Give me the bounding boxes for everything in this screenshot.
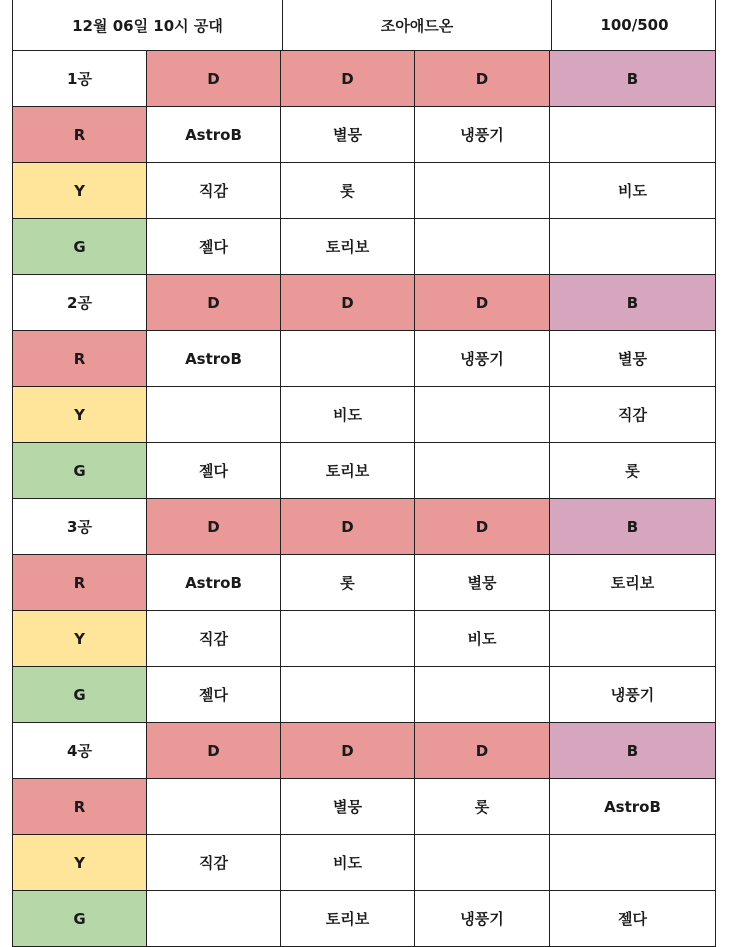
member-cell[interactable]: 직감	[147, 835, 281, 891]
group-label-cell[interactable]: Y	[12, 835, 147, 891]
group-label-cell[interactable]: G	[12, 891, 147, 947]
table-row	[12, 443, 716, 499]
member-cell[interactable]: 젤다	[147, 443, 281, 499]
spreadsheet	[12, 0, 716, 942]
member-cell[interactable]	[281, 667, 415, 723]
header-team: 조아애드온	[380, 16, 454, 35]
role-cell[interactable]: D	[415, 51, 550, 107]
member-cell[interactable]: 젤다	[147, 667, 281, 723]
table-row	[12, 331, 716, 387]
member-cell[interactable]: 토리보	[281, 219, 415, 275]
header-team-cell[interactable]	[282, 0, 551, 50]
role-cell[interactable]: B	[550, 499, 716, 555]
role-cell[interactable]: B	[550, 275, 716, 331]
member-cell[interactable]: 직감	[147, 163, 281, 219]
member-cell[interactable]	[415, 443, 550, 499]
member-cell[interactable]	[281, 331, 415, 387]
member-cell[interactable]: 냉풍기	[415, 107, 550, 163]
member-cell[interactable]: 젤다	[147, 219, 281, 275]
role-cell[interactable]: D	[415, 723, 550, 779]
header-date-cell[interactable]	[13, 0, 282, 50]
party-header-row	[12, 499, 716, 555]
table-row	[12, 387, 716, 443]
member-cell[interactable]: 비도	[550, 163, 716, 219]
table-row	[12, 219, 716, 275]
member-cell[interactable]	[147, 387, 281, 443]
member-cell[interactable]	[147, 891, 281, 947]
member-cell[interactable]: 젤다	[550, 891, 716, 947]
member-cell[interactable]	[550, 107, 716, 163]
group-label-cell[interactable]: R	[12, 107, 147, 163]
member-cell[interactable]: AstroB	[147, 107, 281, 163]
member-cell[interactable]: 별뭉	[550, 331, 716, 387]
member-cell[interactable]: AstroB	[147, 555, 281, 611]
group-label-cell[interactable]: Y	[12, 387, 147, 443]
party-label-cell[interactable]: 1공	[12, 51, 147, 107]
role-cell[interactable]: D	[281, 723, 415, 779]
role-cell[interactable]: D	[147, 499, 281, 555]
member-cell[interactable]: 롯	[281, 163, 415, 219]
party-label-cell[interactable]: 4공	[12, 723, 147, 779]
member-cell[interactable]: 별뭉	[281, 107, 415, 163]
member-cell[interactable]: 비도	[415, 611, 550, 667]
member-cell[interactable]: AstroB	[550, 779, 716, 835]
header-count: 100/500	[600, 16, 669, 34]
member-cell[interactable]: 롯	[415, 779, 550, 835]
party-header-row	[12, 723, 716, 779]
table-row	[12, 107, 716, 163]
group-label-cell[interactable]: R	[12, 331, 147, 387]
member-cell[interactable]	[281, 611, 415, 667]
table-row	[12, 667, 716, 723]
table-row	[12, 891, 716, 947]
role-cell[interactable]: D	[415, 499, 550, 555]
member-cell[interactable]: 냉풍기	[415, 891, 550, 947]
header-count-cell[interactable]	[551, 0, 717, 50]
role-cell[interactable]: B	[550, 723, 716, 779]
member-cell[interactable]: 비도	[281, 835, 415, 891]
member-cell[interactable]: 롯	[281, 555, 415, 611]
member-cell[interactable]	[550, 835, 716, 891]
group-label-cell[interactable]: G	[12, 219, 147, 275]
group-label-cell[interactable]: G	[12, 667, 147, 723]
member-cell[interactable]	[147, 779, 281, 835]
member-cell[interactable]	[415, 835, 550, 891]
member-cell[interactable]: 비도	[281, 387, 415, 443]
header-row	[12, 0, 716, 51]
member-cell[interactable]: 냉풍기	[415, 331, 550, 387]
member-cell[interactable]: 직감	[147, 611, 281, 667]
member-cell[interactable]: 직감	[550, 387, 716, 443]
table-row	[12, 163, 716, 219]
party-grid	[12, 51, 716, 947]
party-label-cell[interactable]: 2공	[12, 275, 147, 331]
group-label-cell[interactable]: Y	[12, 611, 147, 667]
party-label-cell[interactable]: 3공	[12, 499, 147, 555]
table-row	[12, 835, 716, 891]
member-cell[interactable]: 별뭉	[415, 555, 550, 611]
role-cell[interactable]: D	[281, 51, 415, 107]
member-cell[interactable]: AstroB	[147, 331, 281, 387]
member-cell[interactable]	[550, 219, 716, 275]
group-label-cell[interactable]: G	[12, 443, 147, 499]
role-cell[interactable]: B	[550, 51, 716, 107]
member-cell[interactable]	[415, 163, 550, 219]
member-cell[interactable]	[415, 667, 550, 723]
role-cell[interactable]: D	[147, 51, 281, 107]
group-label-cell[interactable]: R	[12, 555, 147, 611]
role-cell[interactable]: D	[281, 275, 415, 331]
member-cell[interactable]	[415, 387, 550, 443]
member-cell[interactable]	[550, 611, 716, 667]
member-cell[interactable]	[415, 219, 550, 275]
role-cell[interactable]: D	[147, 275, 281, 331]
role-cell[interactable]: D	[281, 499, 415, 555]
party-header-row	[12, 275, 716, 331]
member-cell[interactable]: 별뭉	[281, 779, 415, 835]
member-cell[interactable]: 토리보	[550, 555, 716, 611]
member-cell[interactable]: 냉풍기	[550, 667, 716, 723]
member-cell[interactable]: 토리보	[281, 891, 415, 947]
member-cell[interactable]: 롯	[550, 443, 716, 499]
role-cell[interactable]: D	[147, 723, 281, 779]
table-row	[12, 779, 716, 835]
role-cell[interactable]: D	[415, 275, 550, 331]
group-label-cell[interactable]: R	[12, 779, 147, 835]
party-header-row	[12, 51, 716, 107]
group-label-cell[interactable]: Y	[12, 163, 147, 219]
table-row	[12, 555, 716, 611]
member-cell[interactable]: 토리보	[281, 443, 415, 499]
header-date: 12월 06일 10시 공대	[72, 16, 223, 35]
table-row	[12, 611, 716, 667]
